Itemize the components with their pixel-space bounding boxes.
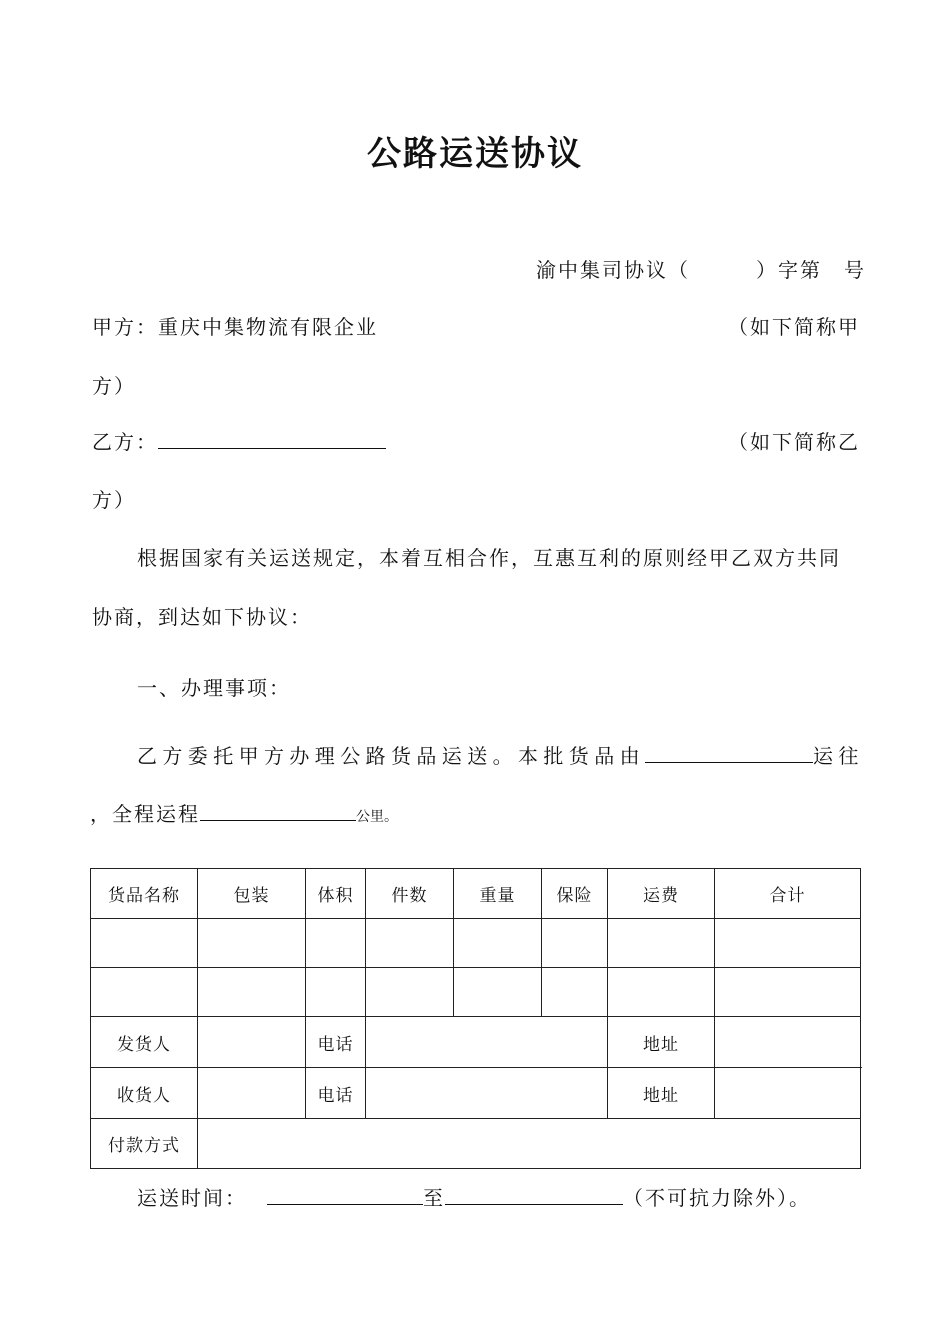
receiver-phone-label: 电话: [306, 1068, 366, 1119]
sender-label: 发货人: [91, 1017, 198, 1068]
table-cell[interactable]: [454, 919, 542, 968]
header-freight: 运费: [608, 869, 715, 919]
start-date-blank[interactable]: [267, 1182, 423, 1205]
party-b-label: 乙方：: [92, 430, 158, 454]
payment-label: 付款方式: [91, 1119, 198, 1169]
sender-name-cell[interactable]: [198, 1017, 306, 1068]
distance-unit: 公里。: [356, 809, 398, 825]
intro-line-1: 根据国家有关运送规定，本着互相合作，互惠互利的原则经甲乙双方共同: [137, 546, 841, 570]
party-b-line: [92, 426, 386, 455]
sender-address-cell[interactable]: [715, 1017, 861, 1068]
table-cell[interactable]: [366, 919, 454, 968]
header-total: 合计: [715, 869, 861, 919]
table-row: [91, 919, 861, 968]
party-b-name-blank[interactable]: [158, 426, 386, 449]
sender-phone-label: 电话: [306, 1017, 366, 1068]
party-a-note: （如下简称甲: [728, 315, 860, 339]
header-insurance: 保险: [542, 869, 608, 919]
transport-time-line: [137, 1182, 811, 1211]
table-cell[interactable]: [608, 968, 715, 1017]
header-weight: 重量: [454, 869, 542, 919]
header-cargo-name: 货品名称: [91, 869, 198, 919]
party-a-note-cont: 方）: [92, 374, 136, 398]
party-b-note-cont: 方）: [92, 488, 136, 512]
entrust-line-1: [137, 740, 864, 769]
origin-blank[interactable]: [645, 740, 813, 763]
receiver-address-cell[interactable]: [715, 1068, 861, 1119]
header-volume: 体积: [306, 869, 366, 919]
sender-phone-cell[interactable]: [366, 1017, 608, 1068]
table-cell[interactable]: [454, 968, 542, 1017]
receiver-label: 收货人: [91, 1068, 198, 1119]
table-cell[interactable]: [198, 968, 306, 1017]
table-cell[interactable]: [715, 919, 861, 968]
section-heading-1: 一、办理事项：: [137, 676, 291, 700]
table-cell[interactable]: [198, 919, 306, 968]
receiver-name-cell[interactable]: [198, 1068, 306, 1119]
intro-line-2: 协商，到达如下协议：: [92, 605, 312, 629]
cargo-table: [90, 868, 861, 1169]
table-cell[interactable]: [608, 919, 715, 968]
receiver-address-label: 地址: [608, 1068, 715, 1119]
table-cell[interactable]: [542, 919, 608, 968]
payment-method-cell[interactable]: [198, 1119, 861, 1169]
payment-row: [91, 1119, 861, 1169]
contract-reference: 渝中集司协议（ ）字第 号: [536, 258, 866, 282]
party-a-label: 甲方：重庆中集物流有限企业: [92, 315, 378, 339]
transport-time-label: 运送时间：: [137, 1186, 247, 1210]
table-cell[interactable]: [715, 968, 861, 1017]
table-cell[interactable]: [306, 968, 366, 1017]
table-cell[interactable]: [91, 919, 198, 968]
table-cell[interactable]: [91, 968, 198, 1017]
end-date-blank[interactable]: [445, 1182, 623, 1205]
entrust-line-2: [90, 798, 398, 827]
transport-time-suffix: （不可抗力除外）。: [623, 1186, 811, 1210]
table-cell[interactable]: [306, 919, 366, 968]
header-pieces: 件数: [366, 869, 454, 919]
entrust-text: 乙方委托甲方办理公路货品运送。本批货品由: [137, 744, 645, 768]
receiver-phone-cell[interactable]: [366, 1068, 608, 1119]
table-cell[interactable]: [542, 968, 608, 1017]
receiver-row: [91, 1068, 861, 1119]
sender-row: [91, 1017, 861, 1068]
distance-prefix: ，全程运程: [90, 802, 200, 826]
entrust-to: 运往: [813, 744, 864, 768]
transport-time-to: 至: [423, 1186, 445, 1210]
sender-address-label: 地址: [608, 1017, 715, 1068]
distance-blank[interactable]: [200, 798, 356, 821]
party-b-note: （如下简称乙: [728, 430, 860, 454]
table-header-row: [91, 869, 861, 919]
table-cell[interactable]: [366, 968, 454, 1017]
document-title: 公路运送协议: [367, 134, 583, 174]
table-row: [91, 968, 861, 1017]
header-packaging: 包装: [198, 869, 306, 919]
